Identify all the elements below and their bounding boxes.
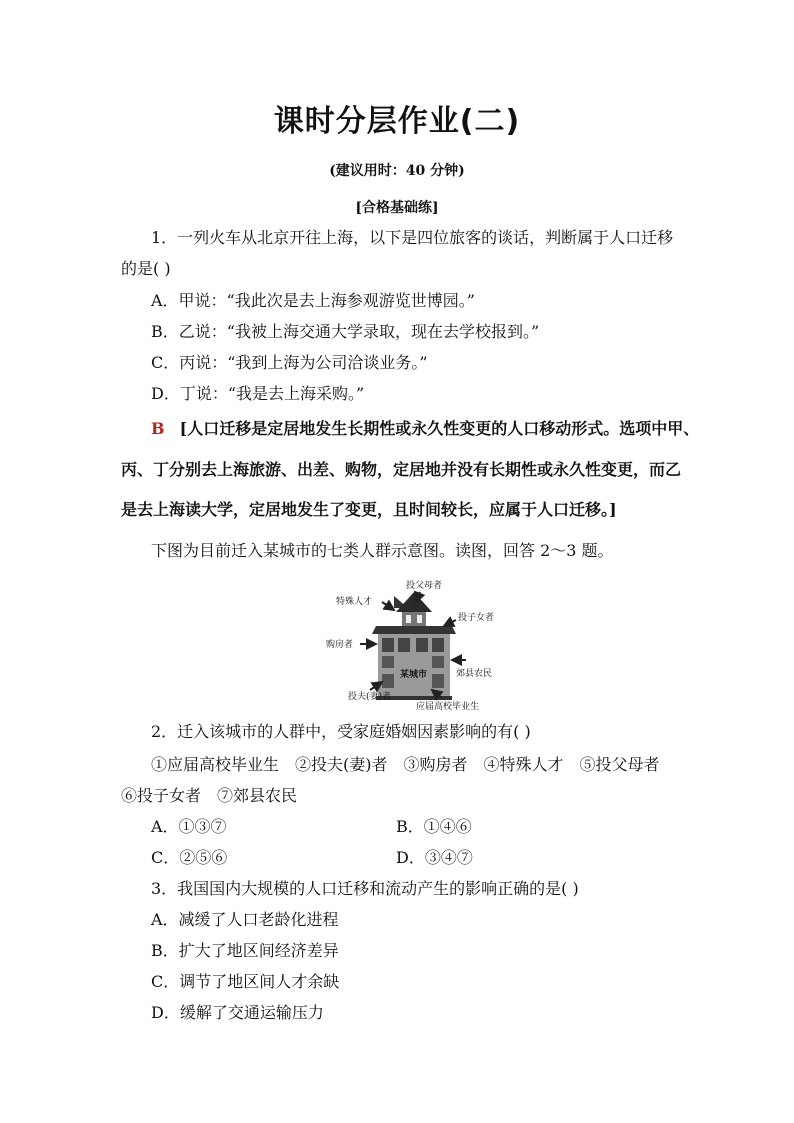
time-hint: (建议用时：40 分钟) [329,163,465,179]
label-talent: 特殊人才 [336,597,373,607]
building-illustration [372,592,456,700]
page-title: 课时分层作业(二) [273,104,521,139]
q3-stem: 3．我国国内大规模的人口迁移和流动产生的影响正确的是( ) [151,879,579,898]
q1-stem-line2: 的是( ) [121,259,171,278]
q3-option-c: C．调节了地区间人才余缺 [151,972,340,991]
label-city: 某城市 [400,670,428,680]
q3-option-b: B．扩大了地区间经济差异 [151,941,339,960]
q1-option-d: D．丁说：“我是去上海采购。” [151,384,365,403]
q2-option-d: D．③④⑦ [396,848,473,867]
arrow-talent [382,602,394,610]
q2-list-line1: ①应届高校毕业生 ②投夫(妻)者 ③购房者 ④特殊人才 ⑤投父母者 [151,755,660,774]
explanation-line2: 丙、丁分别去上海旅游、出差、购物，定居地并没有长期性或永久性变更，而乙 [121,460,682,479]
section-heading: [合格基础练] [355,200,439,216]
q1-option-c: C．丙说：“我到上海为公司洽谈业务。” [151,353,428,372]
label-farmers: 郊县农民 [456,669,493,679]
answer-letter: B [151,419,165,438]
q2-stem: 2．迁入该城市的人群中，受家庭婚姻因素影响的有( ) [151,722,531,741]
label-children: 投子女者 [458,613,495,623]
label-graduates: 应届高校毕业生 [416,702,480,710]
label-parents: 投父母者 [406,581,443,591]
q1-answer [151,419,699,439]
arrow-children [444,620,456,626]
q1-option-b: B．乙说：“我被上海交通大学录取，现在去学校报到。” [151,322,540,341]
q3-option-a: A．减缓了人口老龄化进程 [151,910,339,929]
label-buyers: 购房者 [326,640,354,650]
label-spouse: 投夫(妻)者 [348,692,392,702]
q1-option-a: A．甲说：“我此次是去上海参观游览世博园。” [151,291,475,310]
q3-option-d: D．缓解了交通运输压力 [151,1003,324,1022]
q2-option-c: C．②⑤⑥ [151,848,228,867]
explanation-line1: [人口迁移是定居地发生长期性或永久性变更的人口移动形式。选项中甲、 [179,419,700,438]
q2-list-line2: ⑥投子女者 ⑦郊县农民 [121,786,298,805]
explanation-line3: 是去上海读大学，定居地发生了变更，且时间较长，应属于人口迁移。] [121,500,617,519]
q2-option-a: A．①③⑦ [151,817,227,836]
q1-stem-line1: 1．一列火车从北京开往上海，以下是四位旅客的谈话，判断属于人口迁移 [151,228,674,247]
figure-intro: 下图为目前迁入某城市的七类人群示意图。读图，回答 2～3 题。 [151,541,614,560]
migration-figure [324,578,500,710]
q2-option-b: B．①④⑥ [396,817,472,836]
